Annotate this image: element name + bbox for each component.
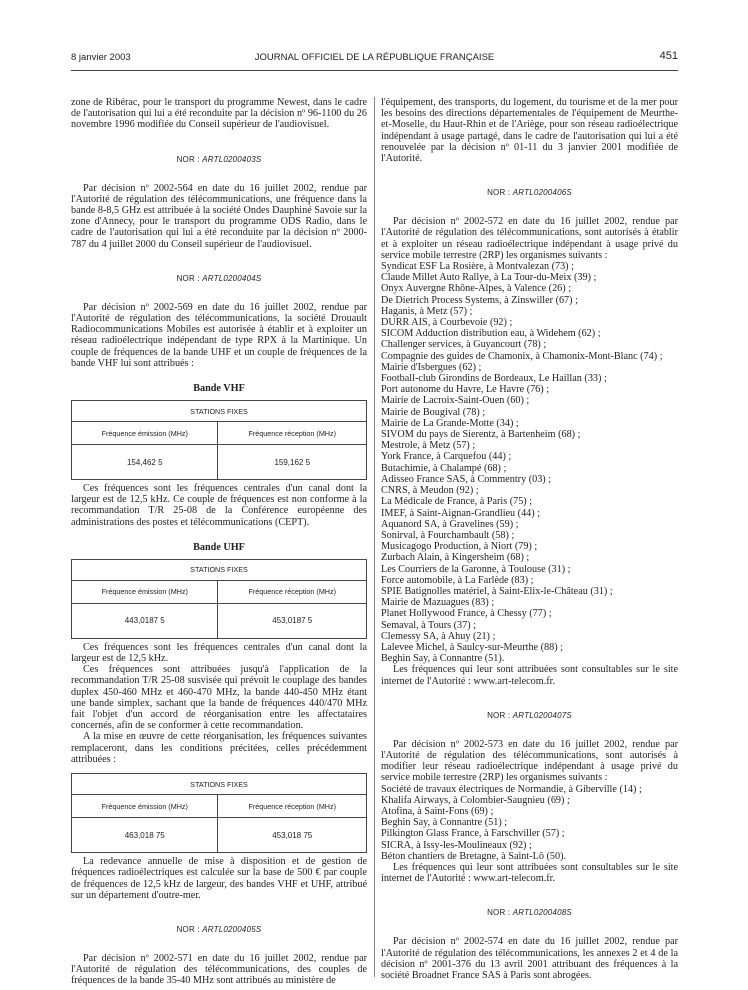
organisations-list-authorized [381, 261, 678, 664]
list-item: Butachimie, à Chalampé (68) ; [381, 462, 507, 474]
list-item: SIVOM du pays de Sierentz, à Bartenheim (68) ; [381, 429, 581, 441]
band-vhf-title: Bande VHF [193, 383, 245, 395]
paragraph: Par décision nº 2002-572 en date du 16 juillet 2002, rendue par l'Autorité de régulation des télécommunications, sont autorisés à établir et à exploiter un réseau radioélectrique indépendant à usage privé du service mobile terrestre (2RP) les organismes suivants : [381, 216, 678, 261]
list-item: La Médicale de France, à Paris (75) ; [381, 496, 533, 508]
list-item: Adisseo France SAS, à Commentry (03) ; [381, 473, 552, 485]
table-cell-emission: 463,018 75 [72, 818, 218, 853]
table-cell-emission: 443,0187 5 [72, 603, 218, 638]
list-item: Aquanord SA, à Gravelines (59) ; [381, 518, 519, 530]
table-cell-emission: 154,462 5 [72, 445, 218, 480]
nor-code: ARTL0200406S [512, 188, 572, 198]
nor-label: NOR : [487, 710, 513, 720]
list-item: Syndicat ESF La Rosière, à Montvalezan (73) ; [381, 261, 574, 273]
frequency-table-future [71, 773, 367, 853]
page-header [71, 50, 678, 70]
list-item: DURR AIS, à Courbevoie (92) ; [381, 317, 513, 329]
header-journal-title: JOURNAL OFFICIEL DE LA RÉPUBLIQUE FRANÇAISE [254, 52, 495, 63]
list-item: Onyx Auvergne Rhône-Alpes, à Valence (26) ; [381, 283, 572, 295]
table-header-emission: Fréquence émission (MHz) [72, 580, 218, 603]
paragraph: La redevance annuelle de mise à disposition et de gestion de fréquences radioélectriques est calculée sur la base de 500 € par couple de fréquences de 12,5 kHz de largeur, des bandes VHF et UHF, attribué sur un département d'outre-mer. [71, 856, 367, 901]
paragraph: Ces fréquences sont les fréquences centrales d'un canal dont la largeur est de 12,5 kHz. Ce couple de fréquences est non conforme à la recommandation T/R 25-08 de la Conférence européenne des administrations des postes et télécommunications (CEPT). [71, 483, 367, 528]
nor-label: NOR : [487, 188, 513, 198]
list-item: Compagnie des guides de Chamonix, à Chamonix-Mont-Blanc (74) ; [381, 350, 663, 362]
nor-reference [381, 188, 678, 197]
list-item: Zurbach Alain, à Kingersheim (68) ; [381, 552, 530, 564]
list-item: SICRA, à Issy-les-Moulineaux (92) ; [381, 839, 532, 851]
list-item: Mairie de Bougival (78) ; [381, 406, 486, 418]
right-column [381, 97, 678, 981]
header-page-number: 451 [659, 50, 678, 62]
table-caption: STATIONS FIXES [72, 774, 367, 795]
paragraph: Les fréquences qui leur sont attribuées sont consultables sur le site internet de l'Autorité : www.art-telecom.fr. [381, 861, 678, 885]
frequency-table-uhf [71, 559, 367, 639]
paragraph: Ces fréquences sont attribuées jusqu'à l'application de la recommandation T/R 25-08 susvisée qui prévoit le couplage des bandes duplex 450-460 MHz et 460-470 MHz, la bande 440-450 MHz étant une bande simplex, sachant que la bande de fréquences 440/470 MHz fait l'objet d'un accord de réorganisation entre les affectataires concernés, afin de se conformer à cette recommandation. [71, 664, 367, 732]
list-item: Mairie de La Grande-Motte (34) ; [381, 417, 519, 429]
paragraph: A la mise en œuvre de cette réorganisation, les fréquences suivantes remplaceront, dans les conditions précitées, celles précédemment attribuées : [71, 731, 367, 765]
table-cell-reception: 453,0187 5 [218, 603, 367, 638]
paragraph: Ces fréquences sont les fréquences centrales d'un canal dont la largeur est de 12,5 kHz. [71, 641, 367, 665]
list-item: Atofina, à Saint-Fons (69) ; [381, 805, 494, 817]
list-item: Planet Hollywood France, à Chessy (77) ; [381, 608, 552, 620]
nor-reference [71, 274, 367, 283]
left-column [71, 97, 367, 987]
nor-code: ARTL0200405S [202, 924, 262, 934]
paragraph: Par décision nº 2002-573 en date du 16 juillet 2002, rendue par l'Autorité de régulation des télécommunications, sont autorisés à modifier leur réseau radioélectrique indépendant à usage privé du service mobile terrestre (2RP) les organismes suivants : [381, 738, 678, 784]
list-item: SPIE Batignolles matériel, à Saint-Elix-le-Château (31) ; [381, 585, 613, 597]
table-cell-reception: 453,018 75 [218, 818, 367, 853]
list-item: Mairie d'Isbergues (62) ; [381, 361, 482, 373]
table-header-reception: Fréquence réception (MHz) [218, 422, 367, 445]
list-item: Lalevee Michel, à Saulcy-sur-Meurthe (88) ; [381, 641, 563, 653]
list-item: Khalifa Airways, à Colombier-Saugnieu (69) ; [381, 794, 570, 806]
column-divider [374, 97, 375, 977]
paragraph: Les fréquences qui leur sont attribuées sont consultables sur le site internet de l'Autorité : www.art-telecom.fr. [381, 664, 678, 687]
paragraph: zone de Ribérac, pour le transport du programme Newest, dans le cadre de l'autorisation qui lui a été reconduite par la décision nº 96-1100 du 26 novembre 1996 modifiée du Conseil supérieur de l'audiovisuel. [71, 97, 367, 131]
list-item: Beghin Say, à Connantre (51) ; [381, 817, 508, 829]
nor-reference [71, 155, 367, 164]
nor-reference [381, 711, 678, 720]
table-caption: STATIONS FIXES [72, 401, 367, 422]
table-header-emission: Fréquence émission (MHz) [72, 422, 218, 445]
list-item: De Dietrich Process Systems, à Zinswiller (67) ; [381, 294, 578, 306]
list-item: SICOM Adduction distribution eau, à Widehem (62) ; [381, 328, 601, 340]
band-uhf-title: Bande UHF [193, 541, 245, 553]
list-item: CNRS, à Meudon (92) ; [381, 485, 479, 497]
paragraph: Par décision nº 2002-571 en date du 16 juillet 2002, rendue par l'Autorité de régulation des télécommunications, des couples de fréquences de la bande 35-40 MHz sont attribués au ministère de [71, 952, 367, 987]
list-item: Clemessy SA, à Ahuy (21) ; [381, 630, 496, 642]
header-rule [71, 70, 678, 71]
nor-code: ARTL0200404S [202, 273, 262, 283]
list-item: Mestrole, à Metz (57) ; [381, 440, 476, 452]
paragraph: Par décision nº 2002-569 en date du 16 juillet 2002, rendue par l'Autorité de régulation des télécommunications, la société Drouault Radiocommunications Mobiles est autorisée à établir et à exploiter un réseau radioélectrique indépendant de type RPX à la Martinique. Un couple de fréquences de la bande UHF et un couple de fréquences de la bande VHF lui sont attribués : [71, 301, 367, 369]
list-item: Semaval, à Tours (37) ; [381, 619, 477, 631]
paragraph: Par décision nº 2002-564 en date du 16 juillet 2002, rendue par l'Autorité de régulation des télécommunications, une fréquence dans la bande 8-8,5 GHz est attribuée à la société Ondes Dauphiné Savoie sur la zone d'Annecy, pour le transport du programme ODS Radio, dans le cadre de l'autorisation qui lui a été reconduite par la décision nº 2000-787 du 4 juillet 2000 du Conseil supérieur de l'audiovisuel. [71, 182, 367, 250]
list-item: York France, à Carquefou (44) ; [381, 451, 512, 463]
list-item: Beghin Say, à Connantre (51). [381, 653, 505, 665]
list-item: Football-club Girondins de Bordeaux, Le Haillan (33) ; [381, 373, 607, 385]
nor-label: NOR : [176, 924, 203, 934]
table-header-reception: Fréquence réception (MHz) [218, 795, 367, 818]
header-date: 8 janvier 2003 [71, 52, 131, 63]
paragraph: l'équipement, des transports, du logement, du tourisme et de la mer pour les besoins des directions départementales de l'équipement de Meurthe-et-Moselle, du Haut-Rhin et de l'Ariège, pour son réseau radioélectrique indépendant à usage partagé, dans le cadre de l'autorisation qui lui a été renouvelée par la décision nº 01-11 du 3 janvier 2001 modifiée de l'Autorité. [381, 97, 678, 165]
table-header-emission: Fréquence émission (MHz) [72, 795, 218, 818]
list-item: Mairie de Lacroix-Saint-Ouen (60) ; [381, 395, 530, 407]
nor-code: ARTL0200403S [202, 154, 262, 164]
frequency-table-vhf [71, 400, 367, 480]
paragraph: Par décision nº 2002-574 en date du 16 juillet 2002, rendue par l'Autorité de régulation des télécommunications, les annexes 2 et 4 de la décision nº 2001-376 du 13 avril 2001 attribuant des fréquences à la société Broadnet France SAS à Paris sont abrogées. [381, 936, 678, 981]
table-header-reception: Fréquence réception (MHz) [218, 580, 367, 603]
nor-label: NOR : [176, 273, 203, 283]
list-item: Challenger services, à Guyancourt (78) ; [381, 339, 547, 351]
list-item: Mairie de Mazuagues (83) ; [381, 597, 495, 609]
nor-reference [71, 925, 367, 934]
nor-label: NOR : [176, 154, 203, 164]
list-item: Sonirval, à Fourchambault (58) ; [381, 529, 515, 541]
organisations-list-modified [381, 784, 678, 862]
table-cell-reception: 159,162 5 [218, 445, 367, 480]
table-caption: STATIONS FIXES [72, 559, 367, 580]
nor-code: ARTL0200408S [512, 908, 572, 918]
list-item: Haganis, à Metz (57) ; [381, 305, 473, 317]
list-item: Musicagogo Production, à Niort (79) ; [381, 541, 538, 553]
nor-reference [381, 908, 678, 917]
nor-code: ARTL0200407S [512, 710, 572, 720]
list-item: Pilkington Glass France, à Farschviller (57) ; [381, 828, 565, 840]
list-item: IMEF, à Saint-Aignan-Grandlieu (44) ; [381, 507, 541, 519]
list-item: Les Courriers de la Garonne, à Toulouse (31) ; [381, 563, 571, 575]
list-item: Béton chantiers de Bretagne, à Saint-Lô (50). [381, 850, 567, 862]
list-item: Port autonome du Havre, Le Havre (76) ; [381, 384, 550, 396]
list-item: Force automobile, à La Farlède (83) ; [381, 574, 534, 586]
list-item: Société de travaux électriques de Normandie, à Giberville (14) ; [381, 783, 642, 795]
list-item: Claude Millet Auto Rallye, à La Tour-du-Meix (39) ; [381, 272, 597, 284]
nor-label: NOR : [487, 908, 513, 918]
